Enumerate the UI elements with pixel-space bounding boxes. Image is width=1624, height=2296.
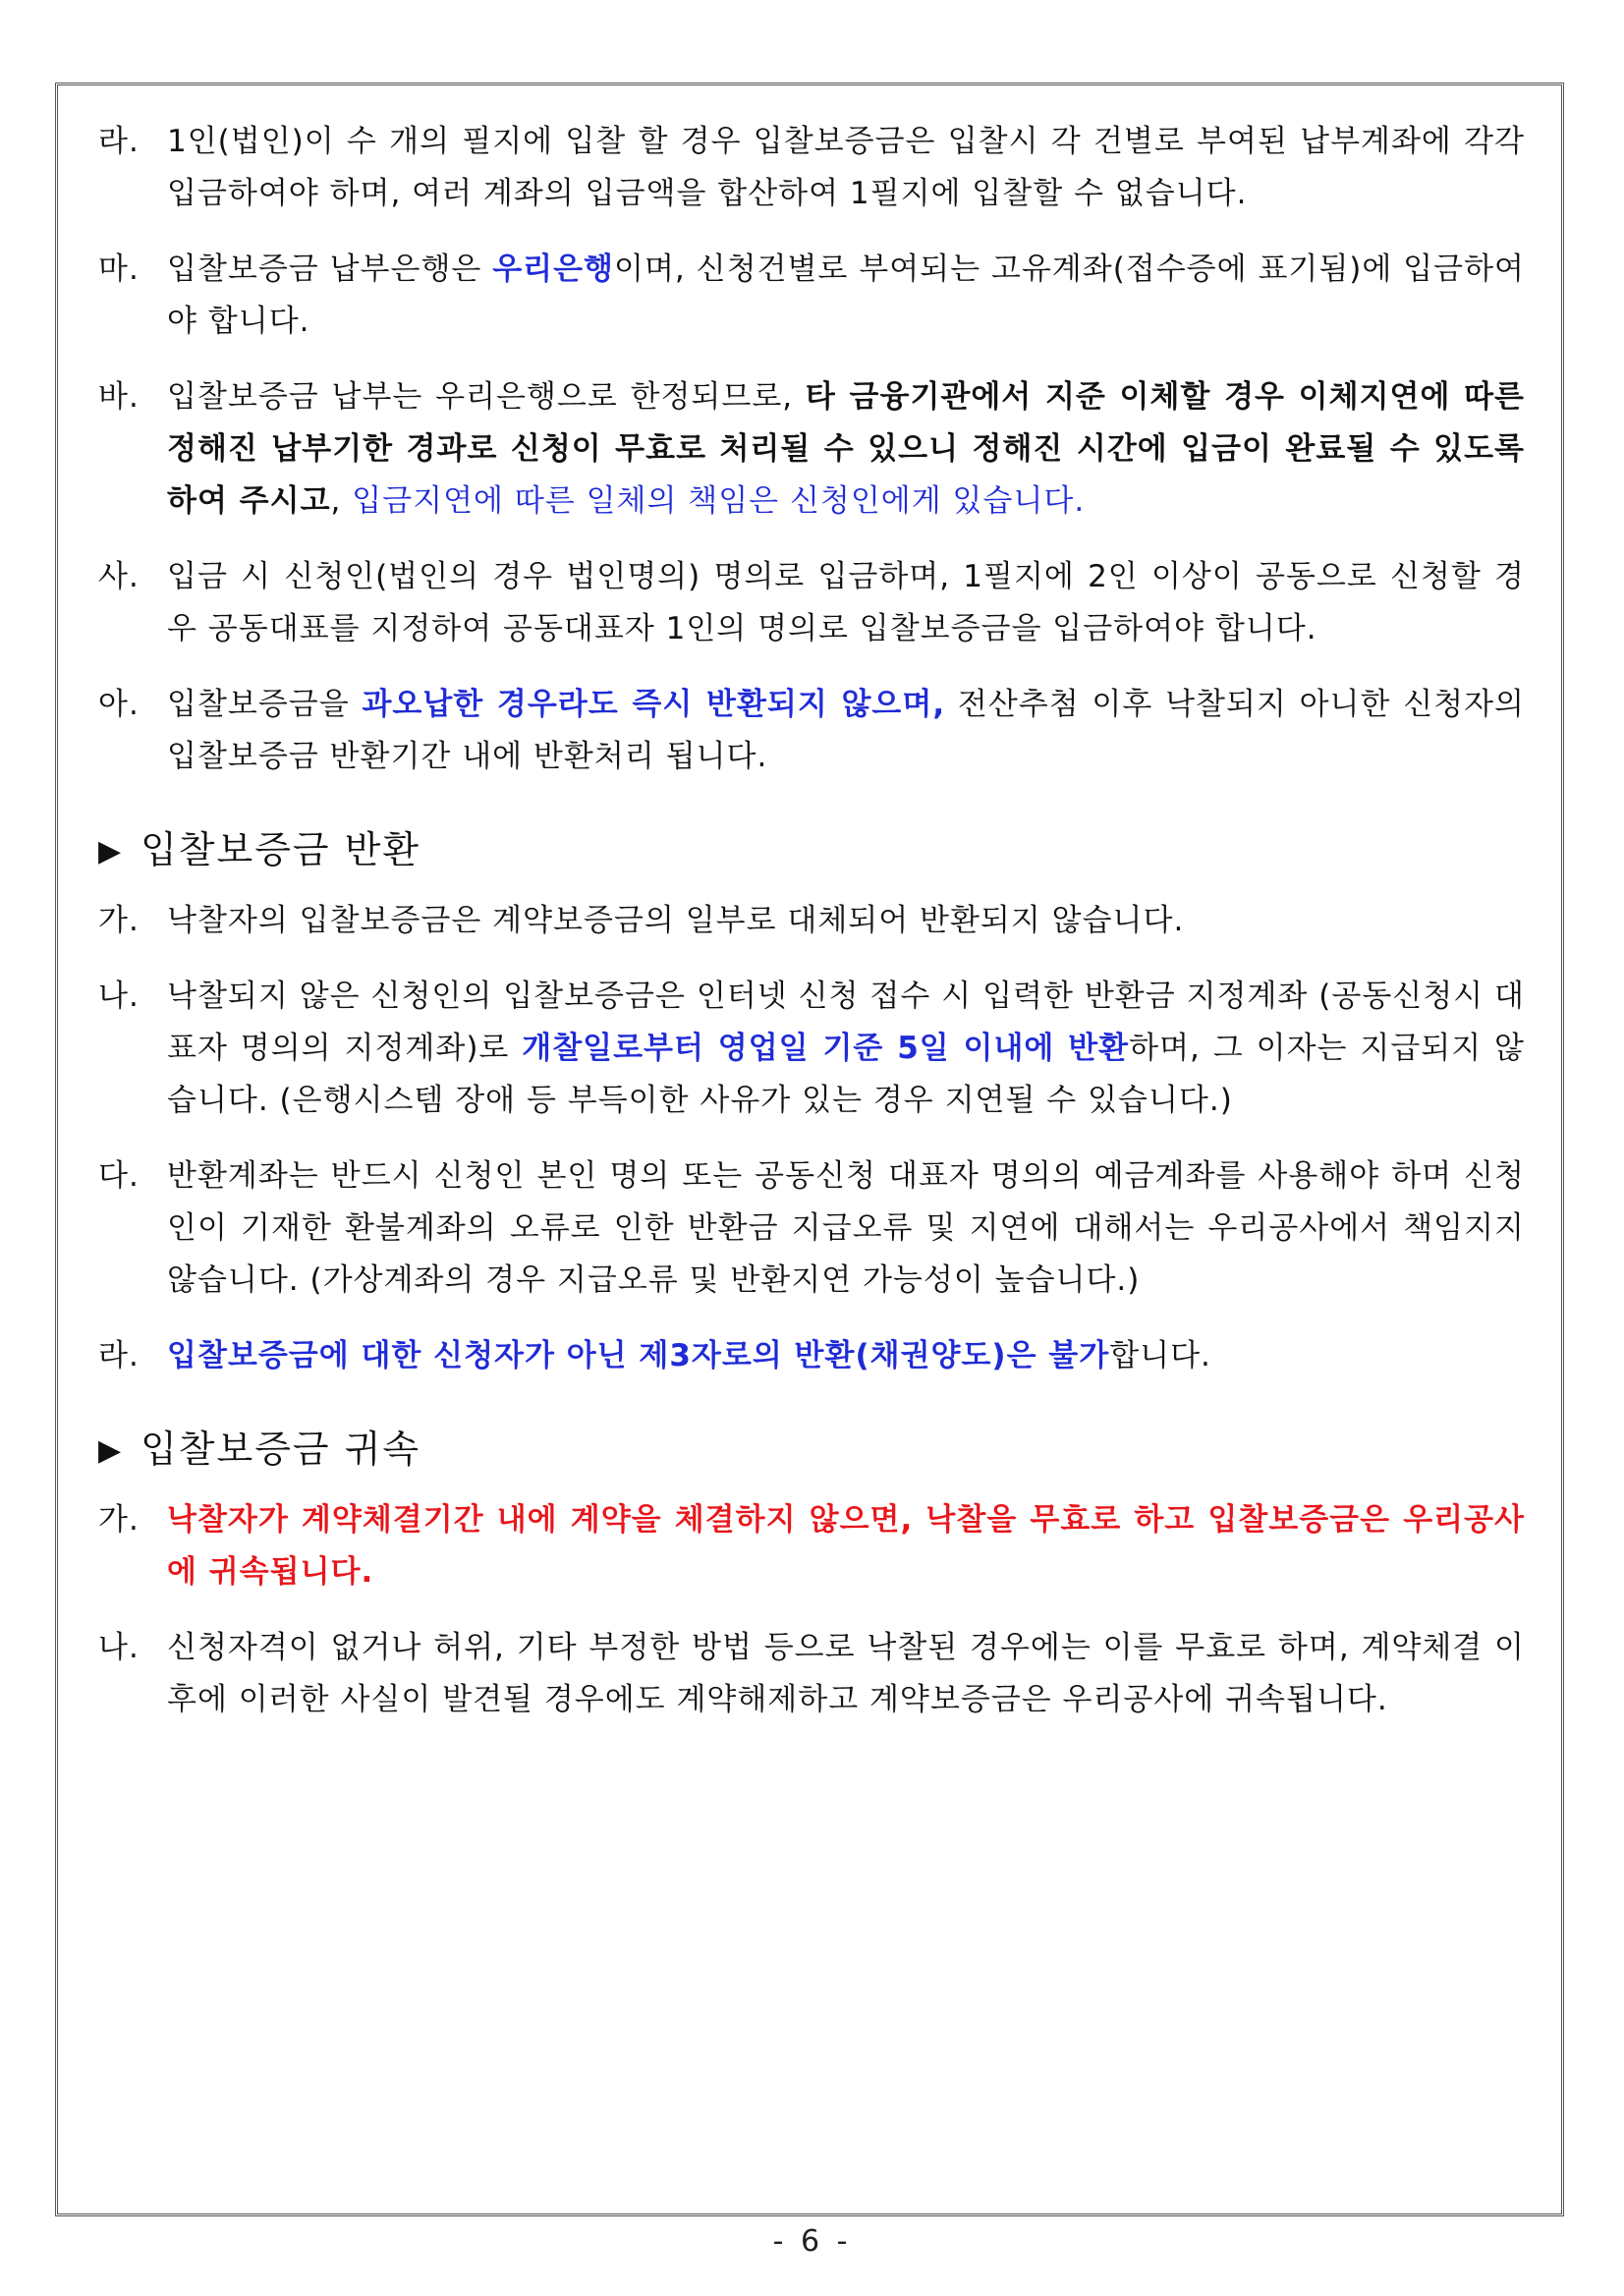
text-run: 이며, 신청건별로 부여되는 고유계좌(접수증에 표기됨)에 입금하여야 합니다. [167,252,1525,339]
list-item [98,679,1525,783]
triangle-bullet-icon: ▶ [98,1433,124,1468]
list-item-text [167,679,1525,783]
list-item-marker: 다. [98,1158,140,1194]
list-item [98,895,1525,947]
list-item-text [167,971,1525,1127]
section-title-return: 입찰보증금 반환 [140,828,421,871]
text-run: 하며, 그 이자는 지급되지 않습니다. (은행시스템 장애 등 부득이한 사유가 있는 경우 지연될 수 있습니다.) [167,1031,1525,1118]
triangle-bullet-icon: ▶ [98,834,124,868]
section-heading-forfeit [98,1422,1525,1479]
list-item-text [167,551,1525,655]
list-item-marker: 나. [98,1630,140,1665]
list-item-marker: 라. [98,1338,140,1373]
list-item [98,244,1525,348]
list-item-marker: 라. [98,124,140,159]
list-item-text [167,1622,1525,1726]
text-run: 신청자격이 없거나 허위, 기타 부정한 방법 등으로 낙찰된 경우에는 이를 무효로 하며, 계약체결 이후에 이러한 사실이 발견될 경우에도 계약해제하고 계약보증금은 우리공사에 귀속됩니다. [167,1630,1525,1717]
text-run: 전산추첨 이후 낙찰되지 아니한 신청자의 입찰보증금 반환기간 내에 반환처리 됩니다. [167,687,1525,774]
text-run: 입금지연에 따른 일체의 책임은 신청인에게 있습니다. [352,483,1086,519]
document-body [98,116,1525,1750]
list-item-text [167,244,1525,348]
list-item-text [167,895,1525,947]
list-item [98,1150,1525,1307]
list-item-text [167,1150,1525,1307]
text-run: 합니다. [1109,1338,1211,1373]
text-run: 입찰보증금 납부는 우리은행으로 한정되므로, [167,379,806,415]
text-run: , [330,483,353,519]
list-item-marker: 마. [98,252,140,287]
deposit-forfeit-items [98,1494,1525,1726]
text-run: 1인(법인)이 수 개의 필지에 입찰 할 경우 입찰보증금은 입찰시 각 건별로 부여된 납부계좌에 각각 입금하여야 하며, 여러 계좌의 입금액을 합산하여 1필지에 입찰할 수 없습니다. [167,124,1525,211]
list-item-marker: 나. [98,979,140,1014]
text-run: 타 금융기관에서 지준 이체할 경우 이체지연에 따른 정해진 납부기한 경과로 신청이 무효로 처리될 수 있으니 정해진 시간에 입금이 완료될 수 있도록 하여 주시고 [167,379,1526,519]
list-item-marker: 아. [98,687,140,722]
section-title-forfeit: 입찰보증금 귀속 [140,1428,421,1471]
list-item-marker: 가. [98,1502,140,1538]
text-run: 입금 시 신청인(법인의 경우 법인명의) 명의로 입금하며, 1필지에 2인 이상이 공동으로 신청할 경우 공동대표를 지정하여 공동대표자 1인의 명의로 입찰보증금을 입금하여야 합니다. [167,559,1525,646]
text-run: 낙찰되지 않은 신청인의 입찰보증금은 인터넷 신청 접수 시 입력한 반환금 지정계좌 (공동신청시 대표자 명의의 지정계좌)로 [167,979,1525,1066]
text-run: 우리은행 [492,252,615,287]
text-run: 입찰보증금 납부은행은 [167,252,493,287]
list-item [98,551,1525,655]
text-run: 낙찰자의 입찰보증금은 계약보증금의 일부로 대체되어 반환되지 않습니다. [167,903,1185,938]
list-item-text [167,116,1525,220]
text-run: 과오납한 경우라도 즉시 반환되지 않으며, [362,687,946,722]
list-item-marker: 바. [98,379,140,415]
list-item [98,116,1525,220]
list-item-marker: 사. [98,559,140,594]
page-number: - 6 - [772,2224,852,2259]
list-item-text [167,1494,1525,1598]
text-run: 입찰보증금에 대한 신청자가 아닌 제3자로의 반환(채권양도)은 불가 [167,1338,1110,1373]
text-run: 반환계좌는 반드시 신청인 본인 명의 또는 공동신청 대표자 명의의 예금계좌를 사용해야 하며 신청인이 기재한 환불계좌의 오류로 인한 반환금 지급오류 및 지연에 대해서는 우리공사에서 책임지지 않습니다. (가상계좌의 경우 지급오류 및 반환지연 가능성이 높습니다.) [167,1158,1525,1298]
list-item-text [167,371,1525,528]
text-run: 개찰일로부터 영업일 기준 5일 이내에 반환 [522,1031,1130,1066]
list-item [98,971,1525,1127]
list-item [98,1622,1525,1726]
list-item [98,1330,1525,1382]
text-run: 입찰보증금을 [167,687,363,722]
text-run: 낙찰자가 계약체결기간 내에 계약을 체결하지 않으면, 낙찰을 무효로 하고 입찰보증금은 우리공사에 귀속됩니다. [167,1502,1525,1590]
deposit-payment-items [98,116,1525,783]
deposit-return-items [98,895,1525,1382]
list-item [98,1494,1525,1598]
list-item-text [167,1330,1525,1382]
list-item-marker: 가. [98,903,140,938]
list-item [98,371,1525,528]
section-heading-return [98,822,1525,879]
